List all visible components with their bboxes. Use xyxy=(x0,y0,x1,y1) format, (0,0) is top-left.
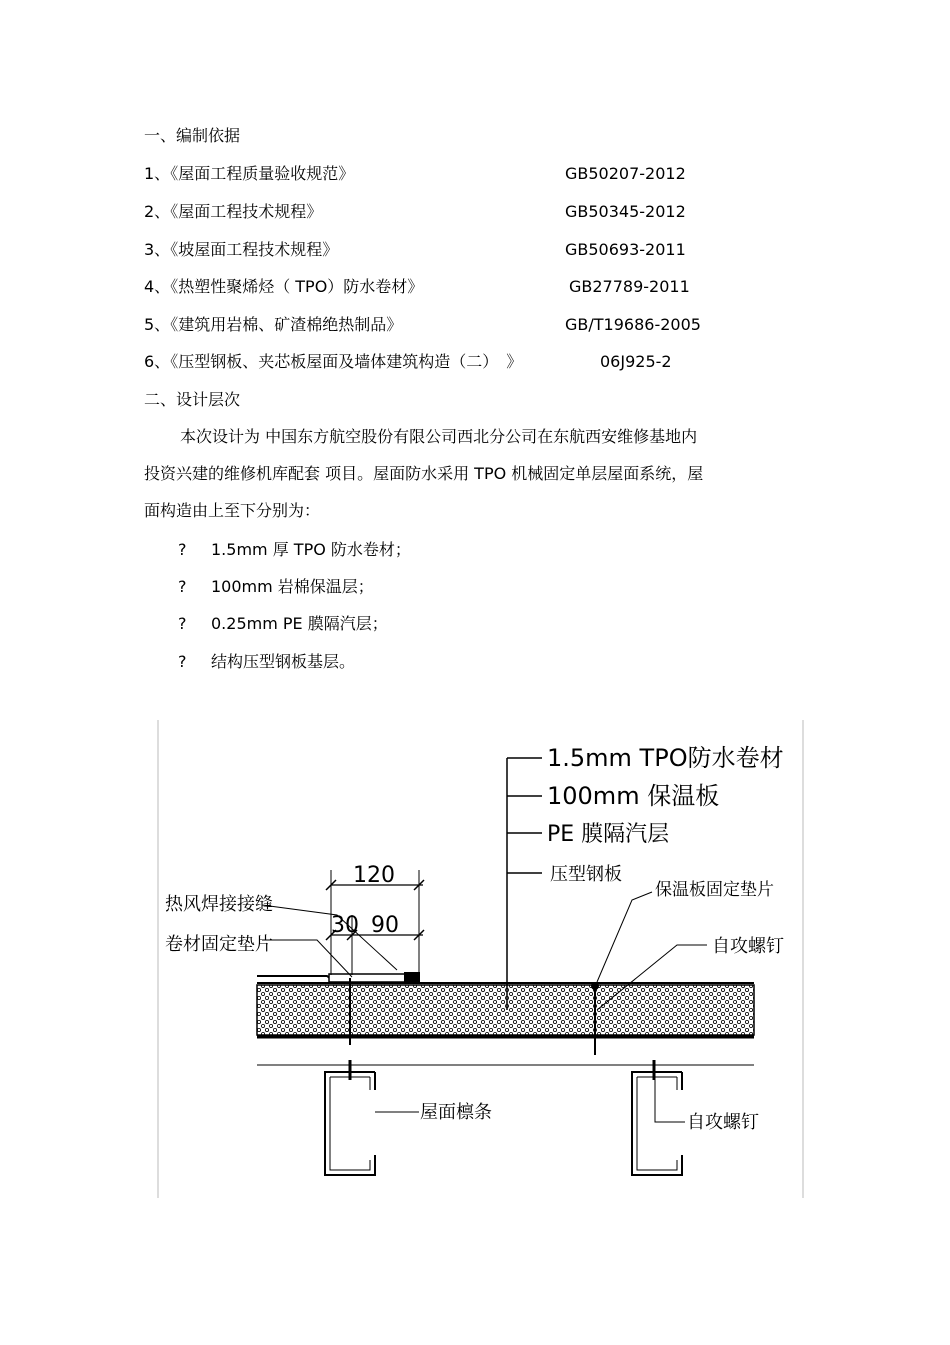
bullet-icon: ? xyxy=(178,577,187,596)
label-insul-plate: 保温板固定垫片 xyxy=(655,880,774,900)
section2-heading: 二、设计层次 xyxy=(144,390,241,409)
layer-item-1: 1.5mm 厚 TPO 防水卷材； xyxy=(211,540,411,559)
ref-item-4 xyxy=(144,277,423,297)
ref-title: 《热塑性聚烯烃（ TPO）防水卷材》 xyxy=(170,277,424,296)
dim-90: 90 xyxy=(371,913,399,938)
layer-item-3: 0.25mm PE 膜隔汽层； xyxy=(211,614,388,633)
callout-3: PE 膜隔汽层 xyxy=(547,822,670,847)
callout-1: 1.5mm TPO防水卷材 xyxy=(547,744,784,772)
paragraph-line-2: 投资兴建的维修机库配套 项目。屋面防水采用 TPO 机械固定单层屋面系统，屋 xyxy=(144,464,704,483)
layer-item-4: 结构压型钢板基层。 xyxy=(211,652,356,671)
ref-item-5 xyxy=(144,315,402,335)
paragraph-line-3: 面构造由上至下分别为： xyxy=(144,501,321,520)
leader-insul-plate xyxy=(597,892,652,982)
ref-code-5: GB/T19686-2005 xyxy=(565,315,701,334)
insul-plate xyxy=(591,982,599,990)
ref-num: 5、 xyxy=(144,315,171,334)
purlin-right-inner xyxy=(637,1077,677,1170)
ref-title: 《屋面工程质量验收规范》 xyxy=(170,164,355,183)
leader-screw2 xyxy=(655,1075,685,1122)
ref-num: 6、 xyxy=(144,352,171,371)
ref-num: 1、 xyxy=(144,164,171,183)
callout-2: 100mm 保温板 xyxy=(547,782,720,810)
layer-item-2: 100mm 岩棉保温层； xyxy=(211,577,374,596)
purlin-right xyxy=(632,1072,682,1175)
ref-title: 《坡屋面工程技术规程》 xyxy=(170,240,339,259)
dim-30: 30 xyxy=(331,913,359,938)
roof-section-drawing xyxy=(157,720,804,1198)
ref-title: 《屋面工程技术规程》 xyxy=(170,202,323,221)
ref-code-4: GB27789-2011 xyxy=(569,277,690,296)
ref-code-6: 06J925-2 xyxy=(600,352,672,371)
ref-item-3 xyxy=(144,240,338,260)
dim-120: 120 xyxy=(353,863,395,888)
ref-item-1 xyxy=(144,164,354,184)
ref-num: 4、 xyxy=(144,277,171,296)
ref-num: 3、 xyxy=(144,240,171,259)
paragraph-line-1: 本次设计为 中国东方航空股份有限公司西北分公司在东航西安维修基地内 xyxy=(180,427,698,446)
label-purlin: 屋面檩条 xyxy=(420,1102,492,1123)
label-plate: 卷材固定垫片 xyxy=(165,934,273,955)
ref-num: 2、 xyxy=(144,202,171,221)
purlin-left-inner xyxy=(330,1077,370,1170)
ref-title: 《建筑用岩棉、矿渣棉绝热制品》 xyxy=(170,315,403,334)
purlin-left xyxy=(325,1072,375,1175)
ref-code-2: GB50345-2012 xyxy=(565,202,686,221)
ref-title: 《压型钢板、夹芯板屋面及墙体建筑构造（二） 》 xyxy=(170,352,523,371)
insulation-layer xyxy=(257,985,754,1035)
weld-seam xyxy=(404,972,420,982)
label-screw2: 自攻螺钉 xyxy=(687,1112,759,1133)
leader-plate xyxy=(262,940,352,977)
bullet-icon: ? xyxy=(178,614,187,633)
label-screw: 自攻螺钉 xyxy=(712,936,784,957)
bullet-icon: ? xyxy=(178,540,187,559)
section1-heading: 一、编制依据 xyxy=(144,126,241,145)
callout-4: 压型钢板 xyxy=(550,864,622,885)
ref-item-6 xyxy=(144,352,522,372)
bullet-icon: ? xyxy=(178,652,187,671)
label-weld: 热风焊接接缝 xyxy=(165,894,273,915)
ref-code-1: GB50207-2012 xyxy=(565,164,686,183)
ref-item-2 xyxy=(144,202,322,222)
ref-code-3: GB50693-2011 xyxy=(565,240,686,259)
